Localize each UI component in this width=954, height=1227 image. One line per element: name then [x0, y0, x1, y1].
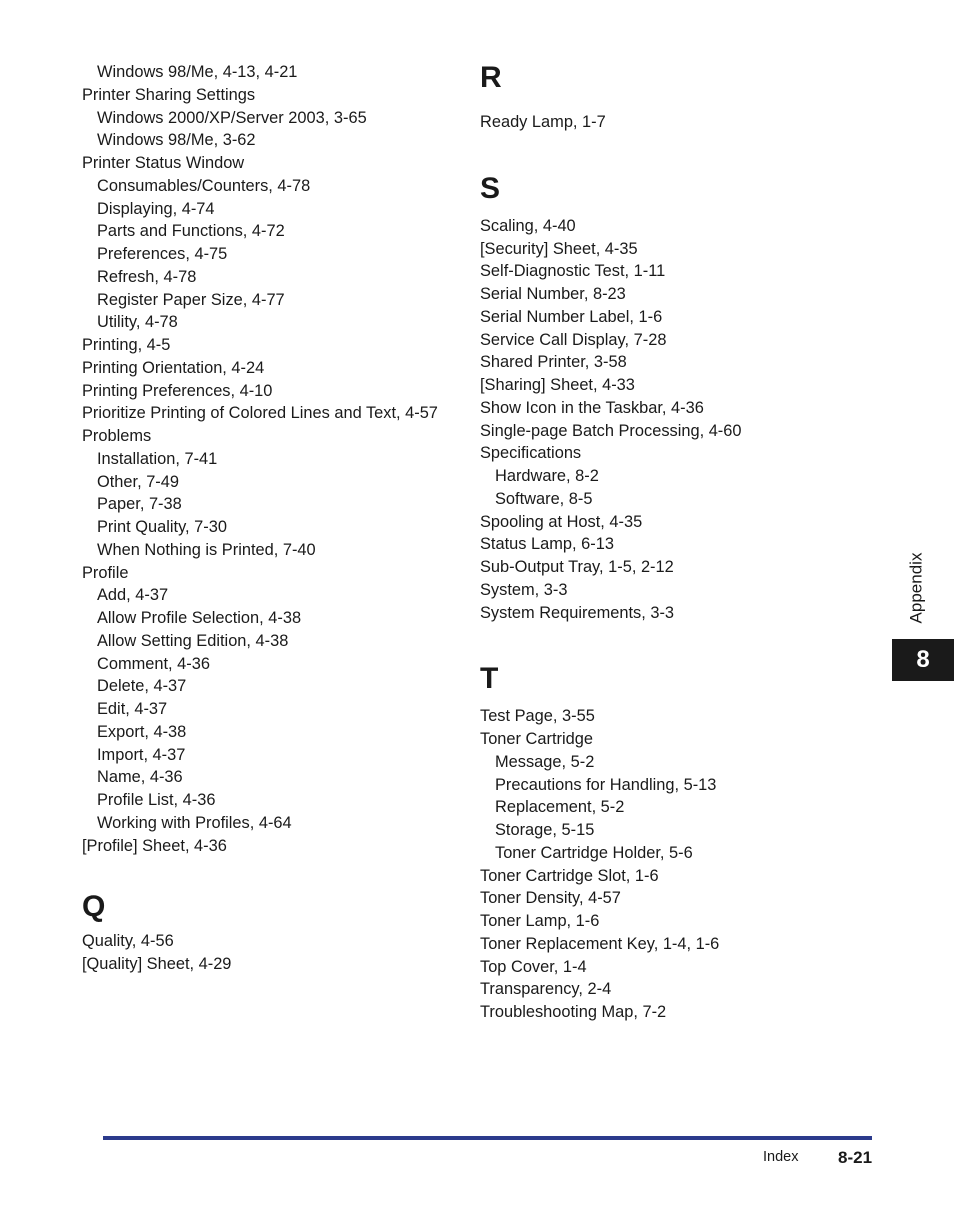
index-entry: Printing Preferences, 4-10	[82, 381, 273, 400]
index-column-left	[82, 61, 472, 976]
index-subentry: Paper, 7-38	[97, 495, 182, 514]
index-subentry: Export, 4-38	[97, 722, 187, 741]
index-subentry: Allow Setting Edition, 4-38	[97, 631, 289, 650]
index-entry: [Profile] Sheet, 4-36	[82, 836, 227, 855]
index-entry: Specifications	[480, 444, 582, 463]
section-q	[82, 890, 472, 976]
index-entry: Test Page, 3-55	[480, 707, 595, 726]
index-subentry: Windows 2000/XP/Server 2003, 3-65	[97, 108, 367, 127]
index-entry: [Quality] Sheet, 4-29	[82, 955, 232, 973]
index-subentry: Hardware, 8-2	[495, 467, 599, 485]
index-letter-q: Q	[82, 890, 106, 924]
index-letter-t: T	[480, 662, 499, 696]
index-subentry: Displaying, 4-74	[97, 199, 215, 218]
index-entry: Printing Orientation, 4-24	[82, 358, 265, 377]
index-entries-t	[480, 705, 880, 1024]
index-letter-s: S	[480, 171, 501, 205]
index-entry: System, 3-3	[480, 580, 568, 599]
index-subentry: Comment, 4-36	[97, 654, 210, 673]
index-entries-s	[480, 215, 880, 625]
index-subentry: Edit, 4-37	[97, 700, 168, 718]
index-entry: Show Icon in the Taskbar, 4-36	[480, 398, 704, 417]
index-entry: Scaling, 4-40	[480, 216, 576, 235]
index-entries-r	[480, 111, 880, 134]
index-entry: Transparency, 2-4	[480, 980, 612, 999]
sidebar-section-label: Appendix	[906, 552, 926, 624]
index-entry: Quality, 4-56	[82, 932, 174, 951]
index-subentry: Register Paper Size, 4-77	[97, 290, 285, 309]
index-entry: Serial Number, 8-23	[480, 285, 626, 303]
index-entry: Top Cover, 1-4	[480, 957, 587, 976]
index-subentry: Installation, 7-41	[97, 449, 218, 468]
index-entry: Spooling at Host, 4-35	[480, 512, 643, 531]
index-entry: Toner Density, 4-57	[480, 889, 621, 908]
index-entries-q	[82, 930, 472, 976]
index-entry: Toner Lamp, 1-6	[480, 912, 600, 930]
index-subentry: Windows 98/Me, 3-62	[97, 131, 256, 150]
index-entry: Toner Cartridge Slot, 1-6	[480, 866, 659, 885]
index-entry: Sub-Output Tray, 1-5, 2-12	[480, 558, 674, 576]
section-r	[480, 61, 880, 134]
index-entry: Serial Number Label, 1-6	[480, 307, 663, 326]
index-subentry: Message, 5-2	[495, 752, 595, 771]
footer-page-number: 8-21	[838, 1148, 873, 1167]
index-subentry: Toner Cartridge Holder, 5-6	[495, 843, 693, 862]
index-letter-r: R	[480, 61, 502, 94]
index-entry: Status Lamp, 6-13	[480, 535, 614, 554]
index-subentry: Consumables/Counters, 4-78	[97, 176, 311, 195]
index-entry: Ready Lamp, 1-7	[480, 113, 606, 131]
index-subentry: Refresh, 4-78	[97, 267, 197, 286]
index-subentry: Parts and Functions, 4-72	[97, 222, 285, 241]
index-entry: Service Call Display, 7-28	[480, 330, 667, 349]
index-entry: Troubleshooting Map, 7-2	[480, 1003, 667, 1021]
index-entry: Printer Status Window	[82, 154, 245, 172]
index-subentry: When Nothing is Printed, 7-40	[97, 540, 316, 559]
footer-rule	[103, 1136, 872, 1140]
index-column-right	[480, 61, 880, 1024]
index-subentry: Software, 8-5	[495, 489, 593, 508]
index-entry: Profile	[82, 563, 129, 582]
index-entry: Prioritize Printing of Colored Lines and Text, 4-57	[82, 404, 438, 423]
index-entry: Single-page Batch Processing, 4-60	[480, 421, 742, 440]
index-entry: Printing, 4-5	[82, 336, 171, 354]
section-t	[480, 662, 880, 1024]
footer-section-label: Index	[763, 1149, 799, 1165]
index-entry: System Requirements, 3-3	[480, 603, 675, 622]
index-subentry: Import, 4-37	[97, 745, 186, 764]
index-entry: Toner Replacement Key, 1-4, 1-6	[480, 934, 720, 953]
index-subentry: Windows 98/Me, 4-13, 4-21	[97, 63, 298, 81]
index-subentry: Precautions for Handling, 5-13	[495, 775, 717, 794]
section-s	[480, 172, 880, 625]
index-subentry: Add, 4-37	[97, 586, 169, 605]
index-subentry: Print Quality, 7-30	[97, 518, 227, 536]
index-subentry: Other, 7-49	[97, 472, 180, 491]
index-subentry: Storage, 5-15	[495, 821, 595, 839]
index-entry: Printer Sharing Settings	[82, 85, 256, 104]
index-subentry: Profile List, 4-36	[97, 791, 216, 809]
index-entry: [Sharing] Sheet, 4-33	[480, 376, 635, 394]
index-subentry: Name, 4-36	[97, 768, 183, 787]
index-entry: Self-Diagnostic Test, 1-11	[480, 262, 666, 281]
index-subentry: Preferences, 4-75	[97, 245, 228, 263]
index-entry: Shared Printer, 3-58	[480, 353, 627, 372]
index-subentry: Working with Profiles, 4-64	[97, 813, 292, 832]
index-subentry: Delete, 4-37	[97, 677, 187, 696]
index-subentry: Utility, 4-78	[97, 313, 178, 332]
index-entry: Problems	[82, 427, 152, 445]
index-subentry: Allow Profile Selection, 4-38	[97, 609, 302, 627]
index-entry: Toner Cartridge	[480, 730, 593, 748]
index-entry: [Security] Sheet, 4-35	[480, 239, 638, 258]
index-subentry: Replacement, 5-2	[495, 798, 625, 817]
chapter-tab: 8	[892, 639, 954, 681]
index-entries-p	[82, 61, 472, 857]
